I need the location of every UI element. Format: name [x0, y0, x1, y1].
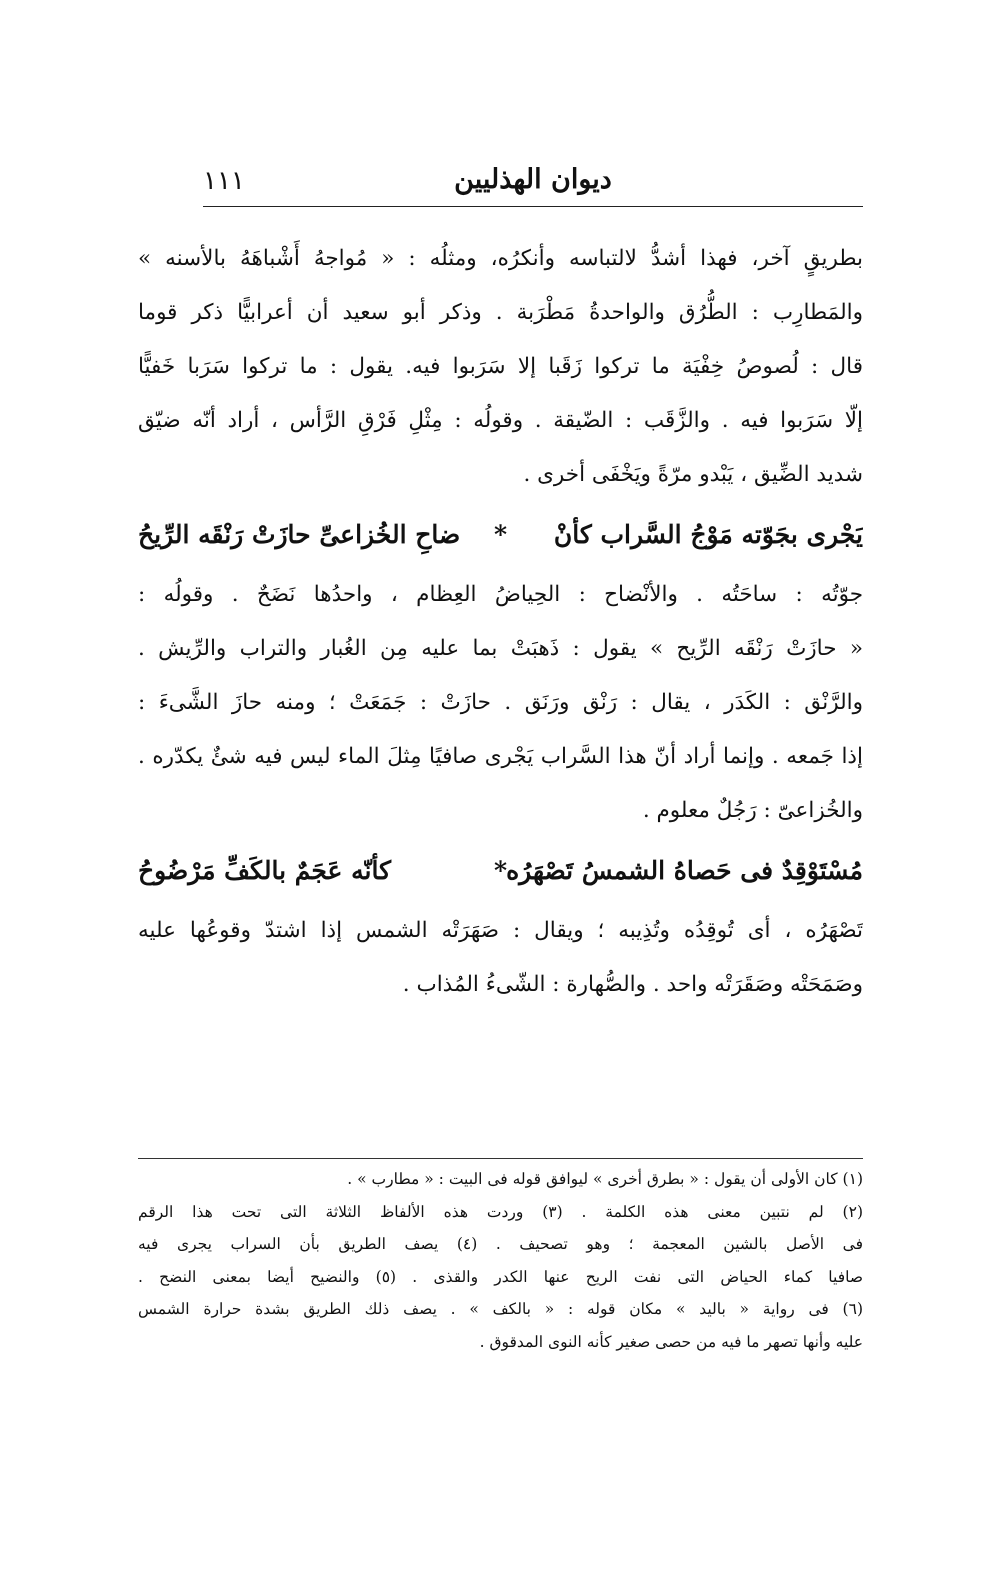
text-line: والرَّنْق : الكَدَر ، يقال : رَنْق ورَنَق . حازَتْ : جَمَعَتْ ؛ ومنه حازَ الشَّىءَ :	[138, 690, 863, 715]
verse-separator: *	[493, 520, 508, 549]
text-line: شديد الضِّيق ، يَبْدو مرّةً ويَخْفَى أخرى .	[523, 462, 863, 487]
text-line: جوّتُه : ساحَتُه . والأنْضاح : الحِياضُ العِظام ، واحدُها نَضَحٌ . وقولُه :	[138, 582, 863, 607]
text-line: قال : لُصوصُ خِفْيَة ما تركوا زَقَبا إلا سَرَبوا فيه. يقول : ما تركوا سَرَبا خَفيًّا	[138, 354, 863, 379]
verse-second-hemistich: كأنّه عَجَمٌ بالكَفِّ مَرْضُوحُ	[138, 856, 392, 885]
verse-separator: *	[493, 856, 508, 885]
page-header	[203, 162, 863, 207]
text-line: إلّا سَرَبوا فيه . والزَّقَب : الضّيقة . وقولُه : مِثْلِ فَرْقِ الرَّأس ، أراد أنّه ضيّق	[138, 408, 863, 433]
footnotes	[138, 1163, 863, 1358]
footnote-line: (١) كان الأولى أن يقول : « بطرق أخرى » ليوافق قوله فى البيت : « مطارب » .	[347, 1170, 863, 1188]
footnote-divider	[138, 1158, 863, 1159]
text-line: بطريقٍ آخر، فهذا أشدُّ لالتباسه وأنكرُه، ومثلُه : « مُواجهُ أَشْباهَهُ بالأسنه »	[138, 246, 863, 271]
page-number: ١١١	[203, 166, 245, 196]
footnote-line: فى الأصل بالشين المعجمة ؛ وهو تصحيف . (٤) يصف الطريق بأن السراب يجرى فيه	[138, 1235, 863, 1253]
poem-verse-1	[138, 502, 863, 568]
text-line: « حازَتْ رَنْقَه الرِّيح » يقول : ذَهبَتْ بما عليه مِن الغُبار والتراب والرِّيش .	[138, 636, 863, 661]
verse-first-hemistich: مُسْتَوْقِدٌ فى حَصاهُ الشمسُ تَصْهَرُه	[506, 856, 863, 885]
main-text	[138, 232, 863, 1012]
footnote-line: عليه وأنها تصهر ما فيه من حصى صغير كأنه النوى المدقوق .	[479, 1332, 863, 1351]
poem-verse-2	[138, 838, 863, 904]
running-title: ديوان الهذليين	[454, 164, 612, 195]
text-line: والمَطارِب : الطُّرُق والواحدةُ مَطْرَبة . وذكر أبو سعيد أن أعرابيًّا ذكر قوما	[138, 300, 863, 325]
verse-second-hemistich: ضاحِ الخُزاعىِّ حازَتْ رَنْقَه الرِّيحُ	[138, 520, 461, 549]
text-line: إذا جَمعه . وإنما أراد أنّ هذا السَّراب يَجْرى صافيًا مِثلَ الماء ليس فيه شئٌ يكدّره .	[138, 744, 863, 769]
footnote-line: صافيا كماء الحياض التى نفت الريح عنها الكدر والقذى . (٥) والنضيح أيضا بمعنى النضح .	[138, 1267, 863, 1286]
footnote-line: (٢) لم نتبين معنى هذه الكلمة . (٣) وردت هذه الألفاظ الثلاثة التى تحت هذا الرقم	[138, 1202, 863, 1221]
verse-first-hemistich: يَجْرى بجَوّته مَوْجُ السَّراب كأنْ	[553, 520, 863, 549]
footnote-line: (٦) فى رواية « باليد » مكان قوله : « بالكف » . يصف ذلك الطريق بشدة حرارة الشمس	[138, 1300, 863, 1318]
text-line: تَصْهَرُه ، أى تُوقِدُه وتُذِيبه ؛ ويقال : صَهَرَتْه الشمس إذا اشتدّ وقوعُها عليه	[138, 918, 863, 943]
text-line: وصَمَحَتْه وصَقَرَتْه واحد . والصُّهارة : الشّىءُ المُذاب .	[402, 972, 863, 997]
text-line: والخُزاعىّ : رَجُلٌ معلوم .	[642, 798, 863, 823]
